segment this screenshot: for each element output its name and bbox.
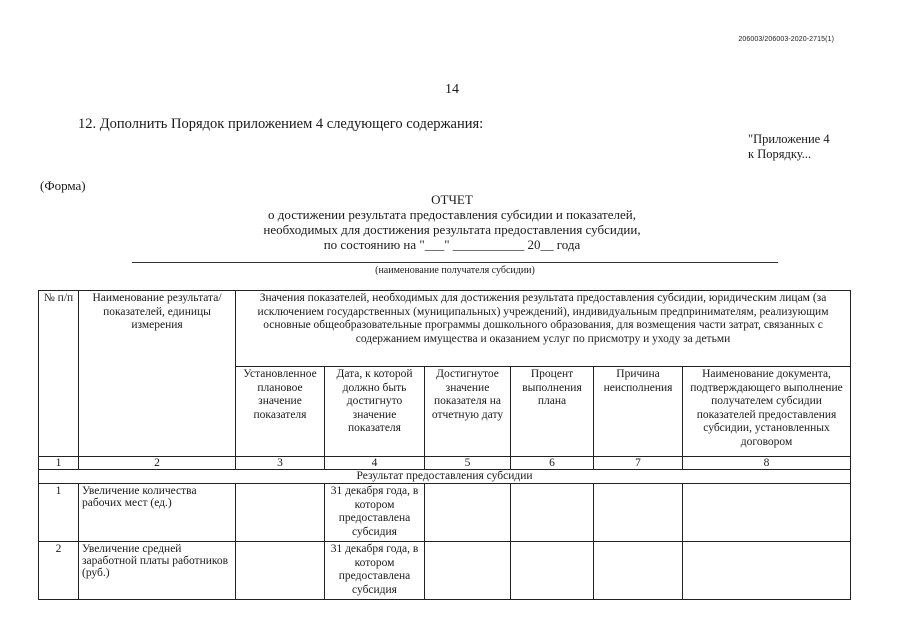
row-achieved: [425, 542, 511, 600]
column-number: 8: [683, 457, 851, 470]
document-id: 206003/206003-2020-2715(1): [738, 36, 834, 43]
appendix-line-1: "Приложение 4: [748, 132, 830, 146]
report-table: [38, 290, 851, 600]
column-number: 1: [39, 457, 79, 470]
row-date: 31 декабря года, в котором предоставлена субсидия: [325, 542, 425, 600]
column-number: 2: [79, 457, 236, 470]
header-group: Значения показателей, необходимых для достижения результата предоставления субсидии, юридическим лицам (за исключением государственных (муниципальных) учреждений), индивидуальным предпринимателям, реализующим основные общеобразовательные программы дошкольного образования, для возмещения части затрат, связанных с содержанием имущества и оказанием услуг по присмотру и уходу за детьми: [236, 291, 851, 367]
amendment-heading: 12. Дополнить Порядок приложением 4 следующего содержания:: [78, 116, 484, 132]
row-planned: [236, 542, 325, 600]
header-num: № п/п: [39, 291, 79, 457]
header-achieved-value: Достигнутое значение показателя на отчетную дату: [425, 367, 511, 457]
row-achieved: [425, 484, 511, 542]
column-number: 6: [511, 457, 594, 470]
table-row: [39, 542, 851, 600]
row-document: [683, 542, 851, 600]
table-row: [39, 484, 851, 542]
row-percent: [511, 542, 594, 600]
header-planned-value: Установленное плановое значение показателя: [236, 367, 325, 457]
report-title-block: [0, 192, 904, 252]
form-label: (Форма): [40, 178, 86, 193]
recipient-name-line: [132, 262, 778, 263]
column-number: 7: [594, 457, 683, 470]
header-percent: Процент выполнения плана: [511, 367, 594, 457]
row-reason: [594, 484, 683, 542]
appendix-reference: [748, 132, 830, 162]
row-date: 31 декабря года, в котором предоставлена субсидия: [325, 484, 425, 542]
row-percent: [511, 484, 594, 542]
row-reason: [594, 542, 683, 600]
row-document: [683, 484, 851, 542]
report-subtitle-line: о достижении результата предоставления субсидии и показателей,: [268, 207, 636, 222]
report-date-line: по состоянию на "___" ___________ 20__ года: [323, 237, 581, 252]
header-name: Наименование результата/ показателей, единицы измерения: [79, 291, 236, 457]
report-title: ОТЧЕТ: [431, 192, 473, 207]
header-target-date: Дата, к которой должно быть достигнуто значение показателя: [325, 367, 425, 457]
row-num: 2: [39, 542, 79, 600]
row-planned: [236, 484, 325, 542]
report-subtitle-line: необходимых для достижения результата предоставления субсидии,: [263, 222, 641, 237]
header-reason: Причина неисполнения: [594, 367, 683, 457]
row-name: Увеличение количества рабочих мест (ед.): [79, 484, 236, 542]
page-number: 14: [445, 82, 459, 97]
section-title: Результат предоставления субсидии: [39, 470, 851, 484]
column-number: 4: [325, 457, 425, 470]
appendix-line-2: к Порядку...: [748, 147, 812, 161]
row-name: Увеличение средней заработной платы работников (руб.): [79, 542, 236, 600]
recipient-caption: (наименование получателя субсидии): [375, 265, 535, 276]
row-num: 1: [39, 484, 79, 542]
header-document: Наименование документа, подтверждающего выполнение получателем субсидии показателей предоставления субсидии, установленных договором: [683, 367, 851, 457]
column-number: 5: [425, 457, 511, 470]
column-number: 3: [236, 457, 325, 470]
